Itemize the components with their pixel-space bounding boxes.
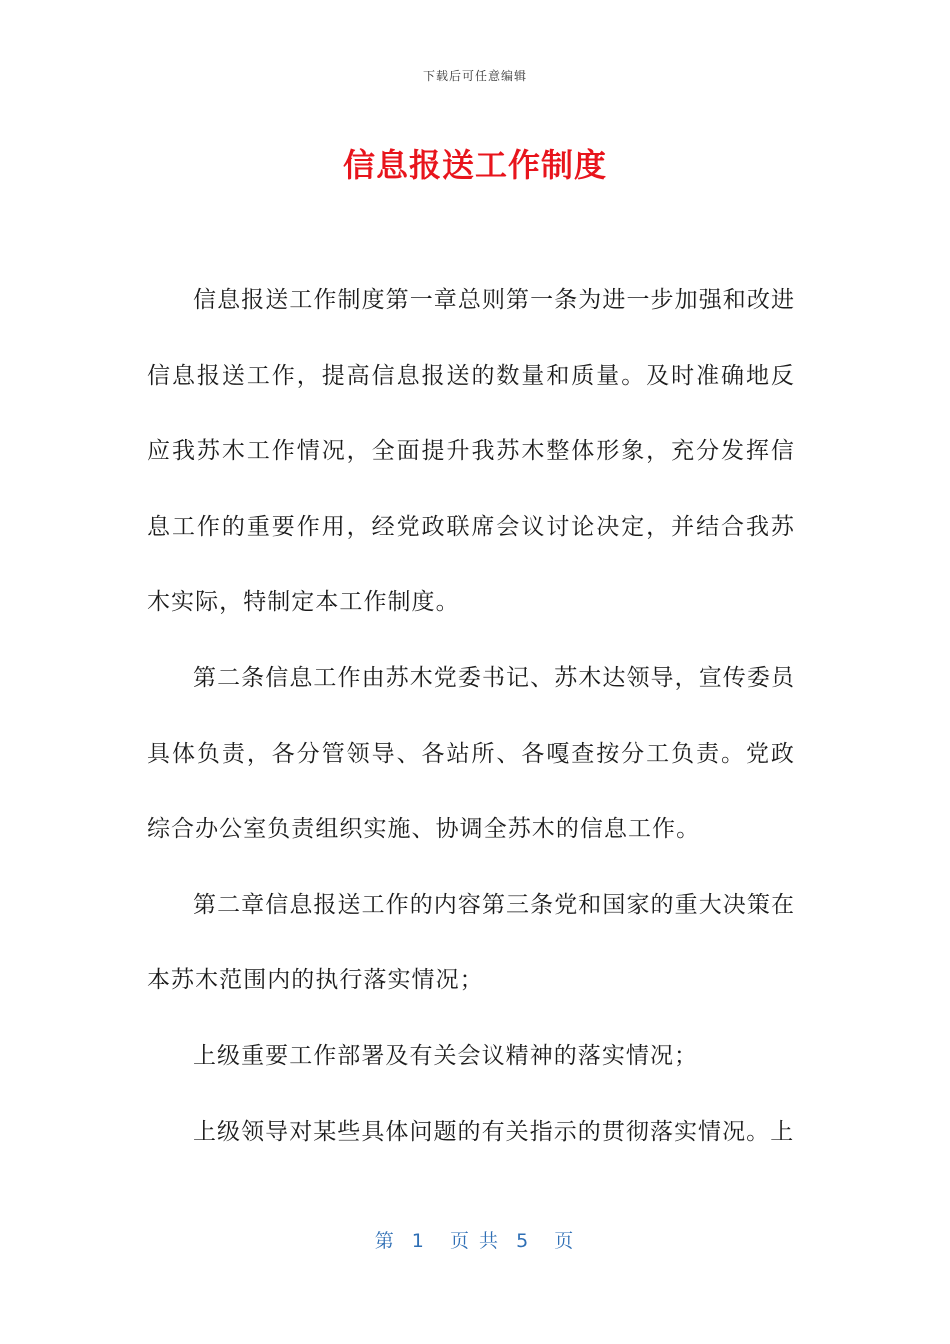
- paragraph: 第二条信息工作由苏木党委书记、苏木达领导，宣传委员具体负责，各分管领导、各站所、各嘎查按分工负责。党政综合办公室负责组织实施、协调全苏木的信息工作。: [147, 664, 795, 843]
- document-title: 信息报送工作制度: [342, 146, 607, 184]
- paragraph: 上级领导对某些具体问题的有关指示的贯彻落实情况。上: [193, 1118, 795, 1145]
- header-note: 下载后可任意编辑: [422, 69, 527, 83]
- page-number-footer: 第 1 页 共 5 页: [374, 1230, 576, 1252]
- paragraph: 上级重要工作部署及有关会议精神的落实情况；: [193, 1042, 699, 1069]
- document-body: [147, 263, 795, 1170]
- paragraph: 第二章信息报送工作的内容第三条党和国家的重大决策在本苏木范围内的执行落实情况；: [147, 891, 795, 994]
- paragraph: 信息报送工作制度第一章总则第一条为进一步加强和改进信息报送工作，提高信息报送的数量和质量。及时准确地反应我苏木工作情况，全面提升我苏木整体形象，充分发挥信息工作的重要作用，经党政联席会议讨论决定，并结合我苏木实际，特制定本工作制度。: [147, 287, 795, 616]
